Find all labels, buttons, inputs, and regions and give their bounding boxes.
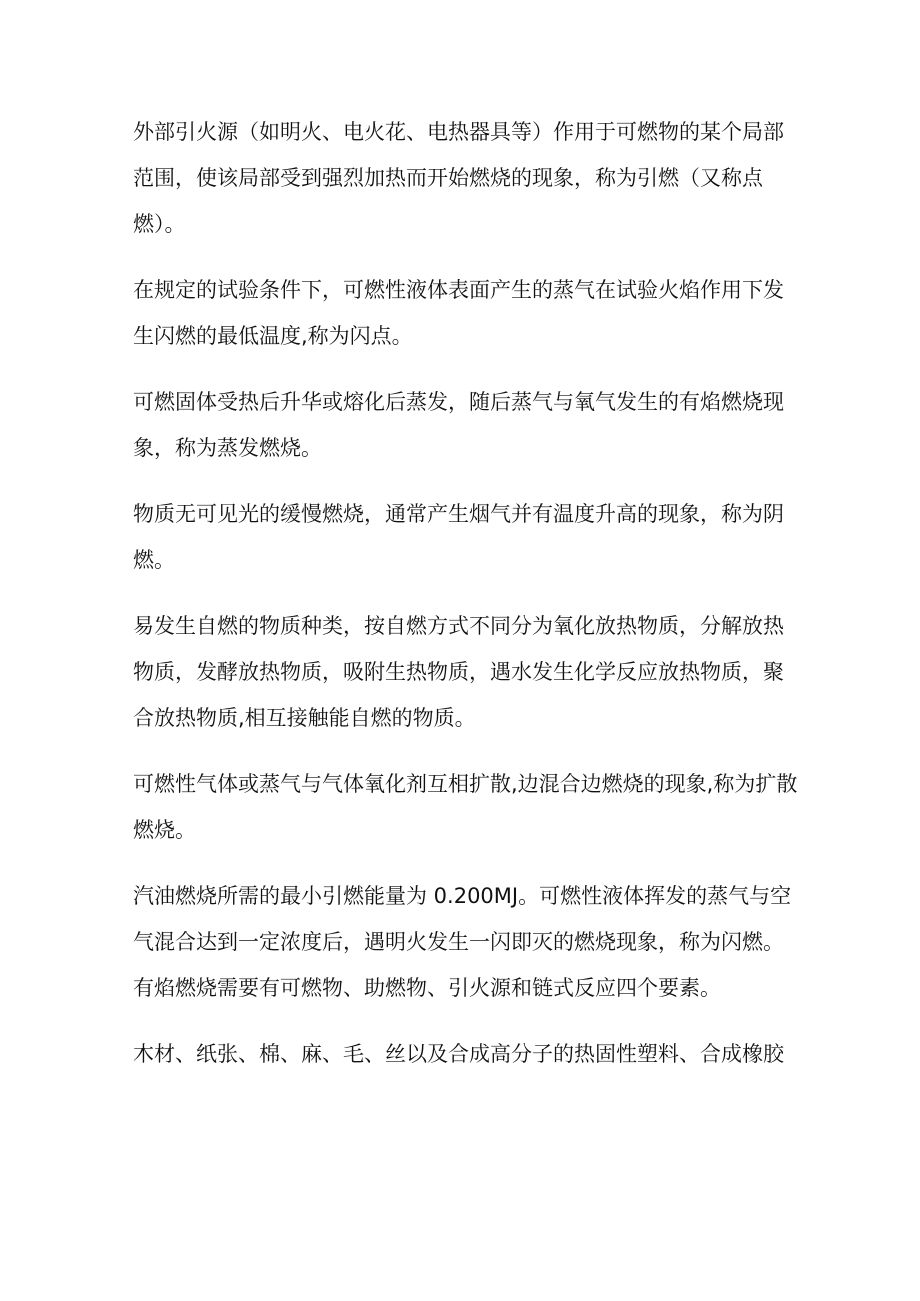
paragraph-diffusion-combustion: 可燃性气体或蒸气与气体氧化剂互相扩散,边混合边燃烧的现象,称为扩散燃烧。 [133,772,798,842]
paragraph-smoldering: 物质无可见光的缓慢燃烧，通常产生烟气并有温度升高的现象，称为阴燃。 [133,502,784,572]
document-body [133,109,798,1097]
paragraph-materials: 木材、纸张、棉、麻、毛、丝以及合成高分子的热固性塑料、合成橡胶 [133,1042,784,1066]
paragraph-flash-fire: 汽油燃烧所需的最小引燃能量为 0.200MJ。可燃性液体挥发的蒸气与空气混合达到一定浓度后，遇明火发生一闪即灭的燃烧现象，称为闪燃。 [133,884,792,954]
paragraph-evaporative-combustion: 可燃固体受热后升华或熔化后蒸发，随后蒸气与氧气发生的有焰燃烧现象，称为蒸发燃烧。 [133,390,784,460]
paragraph-spontaneous-combustion: 易发生自燃的物质种类，按自燃方式不同分为氧化放热物质，分解放热物质，发酵放热物质，吸附生热物质，遇水发生化学反应放热物质，聚合放热物质,相互接触能自燃的物质。 [133,614,784,730]
paragraph-flash-point: 在规定的试验条件下，可燃性液体表面产生的蒸气在试验火焰作用下发生闪燃的最低温度,称为闪点。 [133,278,784,348]
paragraph-flaming-combustion: 有焰燃烧需要有可燃物、助燃物、引火源和链式反应四个要素。 [133,976,721,1000]
paragraph-ignition: 外部引火源（如明火、电火花、电热器具等）作用于可燃物的某个局部范围，使该局部受到强烈加热而开始燃烧的现象，称为引燃（又称点燃）。 [133,120,784,236]
